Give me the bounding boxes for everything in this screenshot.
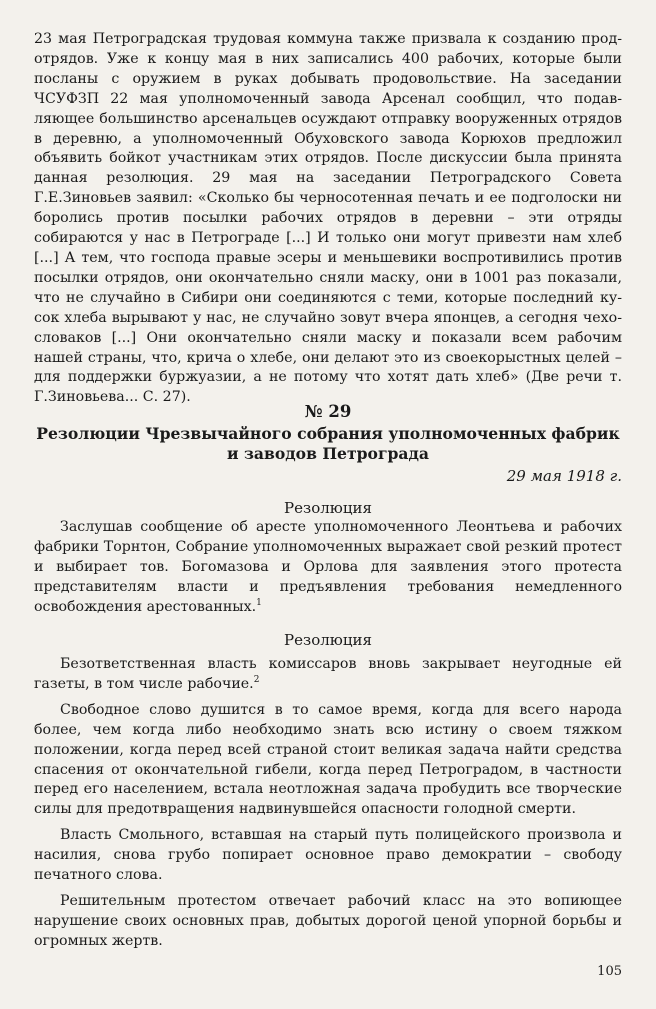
resolution-2-p1-body: Безответственная власть комиссаров вновь закрывает неугодные ей газеты, в том числе рабочие.	[34, 656, 622, 692]
resolution-1-heading: Резолюция	[284, 499, 372, 517]
resolution-2-block	[34, 655, 622, 952]
resolution-2-paragraph-3: Власть Смольного, вставшая на старый путь полицейского произвола и насилия, снова грубо попирает основное право демократии – свободу печатного слова.	[34, 827, 622, 884]
intro-paragraph: 23 мая Петроградская трудовая коммуна также призвала к созданию продотрядов. Уже к концу мая в них записались 400 рабочих, которые были посланы с оружием в руках добывать продовольствие. На заседании ЧСУФЗП 22 мая уполномоченный завода Арсенал сообщил, что подавляющее большинство арсенальцев осуждают отправку вооруженных отрядов в деревню, а уполномоченный Обуховского завода Корюхов предложил объявить бойкот участникам этих отрядов. После дискуссии была принята данная резолюция. 29 мая на заседании Петроградского Совета Г.Е.Зиновьев заявил: «Сколько бы черносотенная печать и ее подголоски ни боролись против посылки рабочих отрядов в деревни – эти отряды собираются у нас в Петрограде [...] И только они могут привезти нам хлеб [...] А тем, что господа правые эсеры и меньшевики воспротивились против посылки отрядов, они окончательно сняли маску, они в 1001 раз показали, что не случайно в Сибири они соединяются с теми, которые последний кусок хлеба вырывают у нас, не случайно зовут вчера японцев, а сегодня чехословаков [...] Они окончательно сняли маску и показали всем рабочим нашей страны, что, крича о хлебе, они делают это из своекорыстных целей – для поддержки буржуазии, а не потому что хотят дать хлеб» (Две речи т. Г.Зиновьева... С. 27).	[34, 31, 622, 406]
footnote-ref-2: 2	[253, 674, 260, 685]
resolution-2-paragraph-1	[34, 655, 622, 695]
page-number: 105	[597, 964, 622, 979]
resolution-1-text	[34, 518, 622, 618]
resolution-2-paragraph-2: Свободное слово душится в то самое время, когда для всего народа более, чем когда либо необходимо знать всю истину о своем тяжком положении, когда перед всей страной стоит великая задача найти средства спасения от окончательной гибели, когда перед Петроградом, в частности перед его населением, встала неотложная задача пробудить все творческие силы для предотвращения надвинувшейся опасности голодной смерти.	[34, 701, 622, 818]
footnote-ref-1: 1	[256, 597, 262, 608]
document-date: 29 мая 1918 г.	[506, 467, 622, 485]
document-number: № 29	[304, 402, 352, 421]
document-title: Резолюции Чрезвычайного собрания уполномоченных фабрик и заводов Петрограда	[36, 424, 620, 463]
resolution-2-heading: Резолюция	[284, 631, 372, 649]
resolution-2-paragraph-4: Решительным протестом отвечает рабочий класс на это вопиющее нарушение своих основных прав, добытых дорогой ценой упорной борьбы и огромных жертв.	[34, 892, 622, 949]
resolution-1-block	[34, 518, 622, 618]
resolution-1-body: Заслушав сообщение об аресте уполномоченного Леонтьева и рабочих фабрики Торнтон, Собрание уполномоченных выражает свой резкий протест и выбирает тов. Богомазова и Орлова для заявления этого протеста представителям власти и предъявления требования немедленного освобождения арестованных.	[34, 519, 622, 615]
intro-block	[34, 30, 622, 408]
